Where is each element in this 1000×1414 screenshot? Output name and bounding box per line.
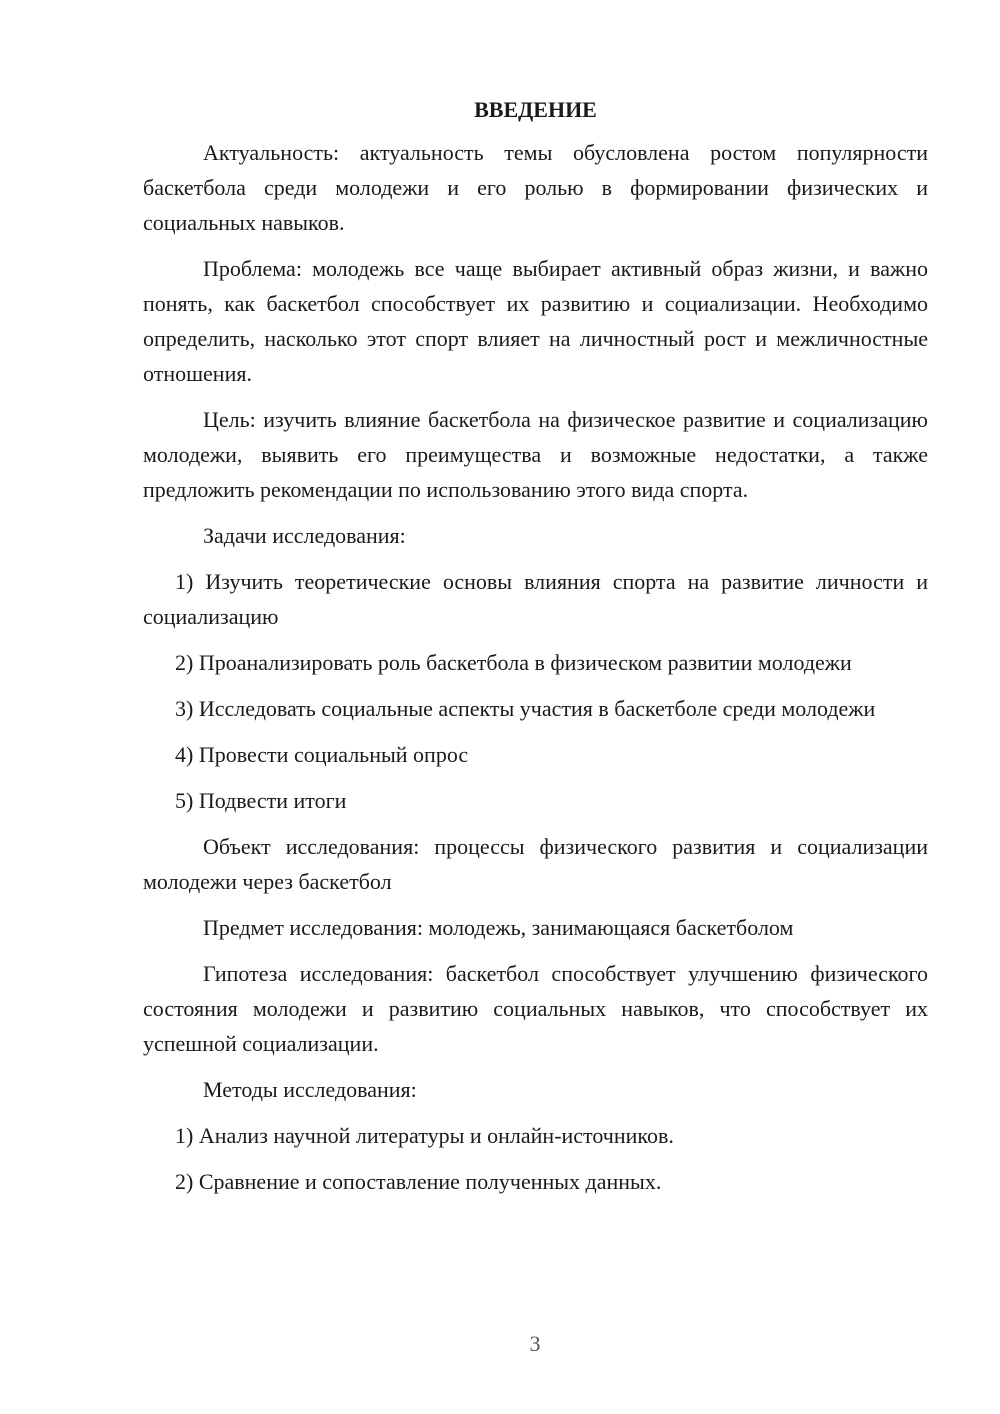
goal-paragraph: Цель: изучить влияние баскетбола на физическое развитие и социализацию молодежи, выявить его преимущества и возможные недостатки, а также предложить рекомендации по использованию этого вида спорта.: [143, 407, 928, 502]
subject-paragraph: Предмет исследования: молодежь, занимающаяся баскетболом: [203, 915, 794, 940]
problem-paragraph: Проблема: молодежь все чаще выбирает активный образ жизни, и важно понять, как баскетбол способствует их развитию и социализации. Необходимо определить, насколько этот спорт влияет на личностный рост и межличностные отношения.: [143, 256, 928, 386]
object-paragraph: Объект исследования: процессы физического развития и социализации молодежи через баскетбол: [143, 834, 928, 894]
method-item: 1) Анализ научной литературы и онлайн-источников.: [175, 1123, 674, 1148]
task-item: 1) Изучить теоретические основы влияния спорта на развитие личности и социализацию: [143, 569, 928, 629]
task-item: 2) Проанализировать роль баскетбола в физическом развитии молодежи: [175, 650, 852, 675]
task-item: 4) Провести социальный опрос: [175, 742, 469, 767]
relevance-paragraph: Актуальность: актуальность темы обусловлена ростом популярности баскетбола среди молодежи и его ролью в формировании физических и социальных навыков.: [143, 140, 928, 235]
page-number: 3: [529, 1331, 541, 1356]
task-item: 3) Исследовать социальные аспекты участия в баскетболе среди молодежи: [175, 696, 876, 721]
section-title: ВВЕДЕНИЕ: [474, 97, 597, 122]
method-item: 2) Сравнение и сопоставление полученных данных.: [175, 1169, 662, 1194]
tasks-heading: Задачи исследования:: [203, 523, 406, 548]
hypothesis-paragraph: Гипотеза исследования: баскетбол способствует улучшению физического состояния молодежи и развитию социальных навыков, что способствует их успешной социализации.: [143, 961, 928, 1056]
methods-heading: Методы исследования:: [203, 1077, 417, 1102]
document-page: [143, 92, 928, 1210]
task-item: 5) Подвести итоги: [175, 788, 347, 813]
